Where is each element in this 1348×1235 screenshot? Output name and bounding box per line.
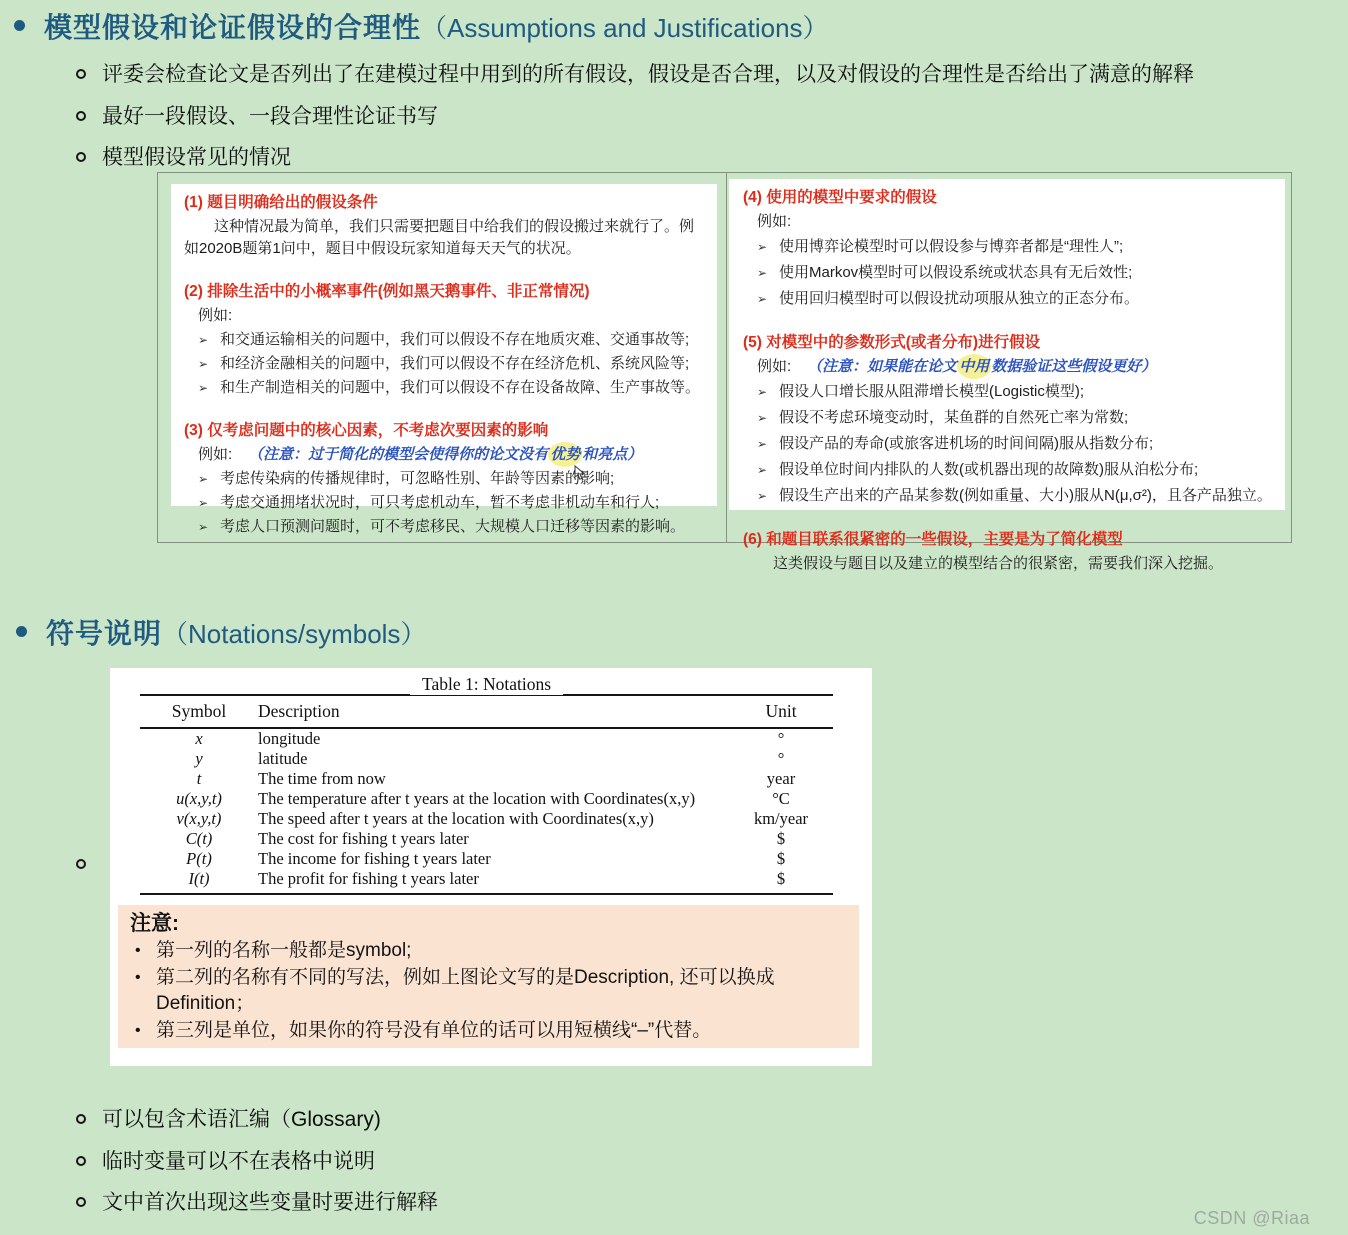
note-item-text: 第三列是单位，如果你的符号没有单位的话可以用短横线“–”代替。 [156, 1019, 712, 1041]
list-item-text: 使用回归模型时可以假设扰动项服从独立的正态分布。 [779, 290, 1140, 307]
list-item [743, 235, 1273, 259]
section2-bullet-2 [76, 1145, 375, 1175]
note-box [118, 905, 859, 1048]
table-row [140, 809, 833, 829]
section2-title-zh: 符号说明 [46, 618, 163, 649]
cell-description: The time from now [258, 769, 386, 788]
notations-figure [110, 668, 872, 1066]
bullet-dot-icon [14, 20, 25, 31]
arrow-bullet-icon: ➢ [198, 357, 209, 371]
cell-unit: $ [776, 829, 786, 848]
list-item [184, 353, 707, 375]
cell-symbol: v(x,y,t) [176, 809, 222, 828]
note-post: 数据验证这些假设更好） [991, 358, 1157, 375]
col-header-description: Description [258, 700, 729, 728]
example-line [743, 356, 1273, 378]
note-box-title: 注意: [130, 912, 179, 935]
case-4-heading: (4) 使用的模型中要求的假设 [743, 189, 937, 206]
list-item [184, 516, 707, 538]
list-item [743, 406, 1273, 430]
cell-symbol: C(t) [185, 829, 213, 848]
cell-unit: km/year [753, 809, 809, 828]
list-item-text: 假设产品的寿命(或旅客进机场的时间间隔)服从指数分布; [779, 435, 1154, 452]
highlight-text: 中用 [959, 358, 990, 375]
highlighted-text [957, 354, 991, 379]
table-row [140, 869, 833, 894]
table-row [140, 728, 833, 749]
list-item-text: 考虑交通拥堵状况时，可只考虑机动车，暂不考虑非机动车和行人; [220, 494, 660, 511]
list-item [184, 377, 707, 399]
cell-unit: ° [777, 749, 785, 768]
cell-unit: $ [729, 869, 833, 894]
list-item [743, 484, 1273, 508]
note-item [130, 965, 845, 1018]
dot-bullet-icon: • [135, 942, 141, 959]
list-item-text: 和经济金融相关的问题中，我们可以假设不存在经济危机、系统风险等; [220, 355, 690, 372]
section2-figure-bullet [76, 858, 102, 876]
section2-bullet-3 [76, 1186, 438, 1216]
cell-description: The speed after t years at the location with Coordinates(x,y) [258, 809, 654, 828]
assumption-case-1 [184, 192, 707, 260]
list-item [743, 432, 1273, 456]
table-row [140, 829, 833, 849]
section1-bullet-3 [76, 141, 291, 171]
case-6-heading: (6) 和题目联系很紧密的一些假设，主要是为了简化模型 [743, 531, 1123, 548]
section1-title [14, 6, 829, 46]
list-item-text: 使用博弈论模型时可以假设参与博弈者都是“理性人”; [779, 238, 1124, 255]
table-row [140, 789, 833, 809]
assumption-case-3 [184, 420, 707, 538]
section1-bullet-3-text: 模型假设常见的情况 [102, 146, 291, 169]
cell-symbol: y [195, 749, 203, 768]
note-item [130, 1018, 845, 1045]
circle-bullet-icon [76, 152, 86, 162]
list-item-text: 假设不考虑环境变动时，某鱼群的自然死亡率为常数; [779, 409, 1129, 426]
arrow-bullet-icon: ➢ [198, 381, 209, 395]
cell-description: The income for fishing t years later [258, 849, 491, 868]
arrow-bullet-icon: ➢ [757, 489, 768, 503]
assumption-case-6 [743, 529, 1273, 575]
arrow-bullet-icon: ➢ [757, 292, 768, 306]
list-item-text: 考虑传染病的传播规律时，可忽略性别、年龄等因素的影响; [220, 470, 615, 487]
case-1-heading: (1) 题目明确给出的假设条件 [184, 194, 378, 211]
arrow-bullet-icon: ➢ [198, 520, 209, 534]
case-2-heading: (2) 排除生活中的小概率事件(例如黑天鹅事件、非正常情况) [184, 283, 590, 300]
blue-note [248, 446, 642, 463]
arrow-bullet-icon: ➢ [198, 333, 209, 347]
example-label: 例如: [757, 213, 792, 230]
circle-bullet-icon [76, 111, 86, 121]
note-item-text: 第一列的名称一般都是symbol; [156, 940, 412, 961]
note-pre: （注意：过于简化的模型会使得你的论文没有 [248, 446, 549, 463]
example-label: 例如: [757, 358, 792, 375]
list-item [184, 492, 707, 514]
cell-description: latitude [258, 749, 308, 768]
table-row [140, 849, 833, 869]
cell-description: longitude [258, 729, 321, 748]
cell-unit: ° [777, 729, 785, 748]
col-header-unit: Unit [729, 700, 833, 728]
table-row [140, 749, 833, 769]
example-label: 例如: [198, 307, 233, 324]
cell-symbol: u(x,y,t) [176, 789, 222, 808]
cell-description: The temperature after t years at the location with Coordinates(x,y) [258, 789, 696, 808]
example-label: 例如: [198, 446, 233, 463]
circle-bullet-icon [76, 1197, 86, 1207]
cell-description: The cost for fishing t years later [258, 829, 469, 848]
arrow-bullet-icon: ➢ [757, 437, 768, 451]
assumptions-right-panel [729, 179, 1285, 572]
table-caption: Table 1: Notations [410, 674, 563, 695]
cell-unit: °C [772, 789, 790, 808]
list-item [184, 329, 707, 351]
col-header-symbol: Symbol [140, 700, 258, 728]
highlighted-text [548, 442, 582, 467]
section2-bullet-1 [76, 1103, 381, 1133]
list-item [743, 380, 1273, 404]
list-item [743, 287, 1273, 311]
section1-bullet-1-text: 评委会检查论文是否列出了在建模过程中用到的所有假设，假设是否合理，以及对假设的合理性是否给出了满意的解释 [102, 63, 1194, 86]
section1-bullet-2 [76, 100, 438, 130]
section1-bullet-2-text: 最好一段假设、一段合理性论证书写 [102, 105, 438, 128]
arrow-bullet-icon: ➢ [757, 240, 768, 254]
arrow-bullet-icon: ➢ [757, 463, 768, 477]
section2-title [16, 612, 426, 652]
list-item-text: 和生产制造相关的问题中，我们可以假设不存在设备故障、生产事故等。 [220, 379, 701, 396]
assumption-case-4 [743, 187, 1273, 311]
arrow-bullet-icon: ➢ [757, 266, 768, 280]
notations-table [140, 700, 833, 895]
section1-bullet-1 [76, 58, 1194, 88]
list-item-text: 假设生产出来的产品某参数(例如重量、大小)服从N(μ,σ²)，且各产品独立。 [779, 487, 1272, 504]
assumption-case-5 [743, 332, 1273, 508]
bullet-dot-icon [16, 626, 27, 637]
note-item-text: 第二列的名称有不同的写法，例如上图论文写的是Description, 还可以换成Definition； [156, 966, 775, 1014]
list-item-text: 使用Markov模型时可以假设系统或状态具有无后效性; [779, 264, 1133, 281]
cell-symbol: I(t) [140, 869, 258, 894]
arrow-bullet-icon: ➢ [757, 411, 768, 425]
list-item [743, 261, 1273, 285]
note-item [130, 938, 845, 965]
figure-divider [726, 173, 727, 542]
section2-title-en: （Notations/symbols） [162, 619, 427, 649]
assumption-case-2 [184, 281, 707, 399]
circle-bullet-icon [76, 1156, 86, 1166]
case-5-heading: (5) 对模型中的参数形式(或者分布)进行假设 [743, 334, 1041, 351]
cell-unit: $ [776, 849, 786, 868]
list-item [743, 458, 1273, 482]
cell-unit: year [766, 769, 796, 788]
highlight-text: 优势 [550, 446, 581, 463]
arrow-bullet-icon: ➢ [757, 385, 768, 399]
list-item [184, 468, 707, 490]
table-header-row [140, 700, 833, 728]
cell-symbol: t [196, 769, 202, 788]
note-post: 和亮点） [582, 446, 643, 463]
note-pre: （注意：如果能在论文 [807, 358, 958, 375]
circle-bullet-icon [76, 859, 86, 869]
list-item-text: 考虑人口预测问题时，可不考虑移民、大规模人口迁移等因素的影响。 [220, 518, 686, 535]
case-3-heading: (3) 仅考虑问题中的核心因素，不考虑次要因素的影响 [184, 422, 549, 439]
table-caption-row [140, 674, 833, 698]
section2-bullet-3-text: 文中首次出现这些变量时要进行解释 [102, 1191, 438, 1214]
cell-symbol: P(t) [186, 849, 212, 868]
arrow-bullet-icon: ➢ [198, 496, 209, 510]
assumptions-left-panel [171, 184, 717, 535]
section2-bullet-2-text: 临时变量可以不在表格中说明 [102, 1150, 375, 1173]
case-6-paragraph: 这类假设与题目以及建立的模型结合的很紧密，需要我们深入挖掘。 [773, 555, 1224, 572]
circle-bullet-icon [76, 1114, 86, 1124]
case-1-paragraph: 这种情况最为简单，我们只需要把题目中给我们的假设搬过来就行了。例如2020B题第1问中，题目中假设玩家知道每天天气的状况。 [184, 218, 695, 257]
list-item-text: 和交通运输相关的问题中，我们可以假设不存在地质灾难、交通事故等; [220, 331, 690, 348]
list-item-text: 假设人口增长服从阻滞增长模型(Logistic模型); [779, 383, 1085, 400]
dot-bullet-icon: • [135, 1021, 141, 1039]
section1-title-en: （Assumptions and Justifications） [421, 13, 829, 43]
watermark: CSDN @Riaa [1193, 1208, 1310, 1228]
dot-bullet-icon: • [135, 968, 141, 986]
cell-symbol: x [195, 729, 203, 748]
blue-note [807, 358, 1156, 375]
assumptions-figure [157, 172, 1292, 572]
example-line [184, 444, 707, 466]
section2-bullet-1-text: 可以包含术语汇编（Glossary) [102, 1108, 381, 1131]
section1-title-zh: 模型假设和论证假设的合理性 [44, 12, 422, 43]
list-item-text: 假设单位时间内排队的人数(或机器出现的故障数)服从泊松分布; [779, 461, 1199, 478]
table-row [140, 769, 833, 789]
arrow-bullet-icon: ➢ [198, 472, 209, 486]
circle-bullet-icon [76, 69, 86, 79]
cell-description: The profit for fishing t years later [258, 869, 729, 894]
